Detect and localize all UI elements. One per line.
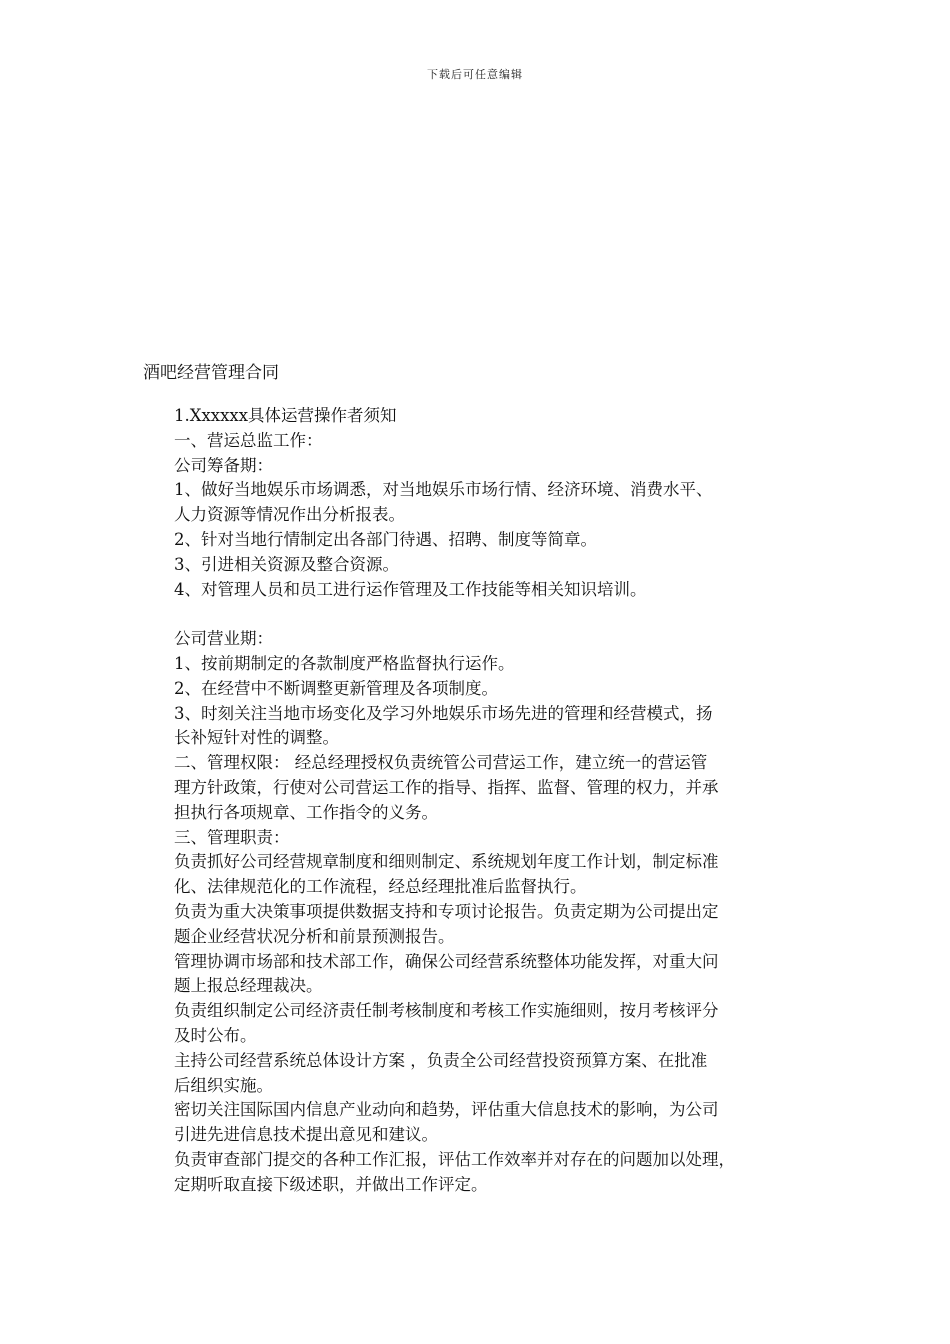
subsection-heading: 公司营业期：	[174, 629, 273, 649]
body-line: 2、针对当地行情制定出各部门待遇、招聘、制度等简章。	[174, 529, 597, 549]
document-title: 酒吧经营管理合同	[143, 363, 279, 383]
body-line: 负责为重大决策事项提供数据支持和专项讨论报告。负责定期为公司提出定	[174, 901, 719, 921]
body-line: 理方针政策，行使对公司营运工作的指导、指挥、监督、管理的权力，并承	[174, 777, 719, 797]
document-body	[174, 404, 814, 1198]
body-line: 题企业经营状况分析和前景预测报告。	[174, 926, 455, 946]
body-line: 1、按前期制定的各款制度严格监督执行运作。	[174, 653, 515, 673]
blank-line	[174, 602, 814, 627]
body-line: 化、法律规范化的工作流程，经总经理批准后监督执行。	[174, 877, 587, 897]
body-line: 负责抓好公司经营规章制度和细则制定、系统规划年度工作计划，制定标准	[174, 852, 719, 872]
header-note: 下载后可任意编辑	[427, 68, 523, 81]
body-line: 及时公布。	[174, 1025, 257, 1045]
body-line: 1.Xxxxxx具体运营操作者须知	[174, 406, 397, 425]
body-line: 后组织实施。	[174, 1075, 273, 1095]
body-line: 引进先进信息技术提出意见和建议。	[174, 1125, 438, 1145]
body-line: 4、对管理人员和员工进行运作管理及工作技能等相关知识培训。	[174, 579, 647, 599]
body-line: 3、时刻关注当地市场变化及学习外地娱乐市场先进的管理和经营模式，扬	[174, 703, 713, 723]
body-line: 定期听取直接下级述职，并做出工作评定。	[174, 1174, 488, 1194]
body-line: 人力资源等情况作出分析报表。	[174, 505, 405, 525]
section-heading: 三、管理职责：	[174, 827, 290, 847]
subsection-heading: 公司筹备期：	[174, 455, 273, 475]
section-heading: 一、营运总监工作：	[174, 430, 323, 450]
body-line: 负责组织制定公司经济责任制考核制度和考核工作实施细则，按月考核评分	[174, 1001, 719, 1021]
body-line: 担执行各项规章、工作指令的义务。	[174, 802, 438, 822]
body-line: 主持公司经营系统总体设计方案 ，负责全公司经营投资预算方案、在批准	[174, 1050, 708, 1070]
body-line: 1、做好当地娱乐市场调悉，对当地娱乐市场行情、经济环境、消费水平、	[174, 480, 713, 500]
body-line: 长补短针对性的调整。	[174, 728, 339, 748]
body-line: 题上报总经理裁决。	[174, 976, 323, 996]
body-line: 管理协调市场部和技术部工作，确保公司经营系统整体功能发挥，对重大问	[174, 951, 719, 971]
body-line: 密切关注国际国内信息产业动向和趋势，评估重大信息技术的影响，为公司	[174, 1100, 719, 1120]
body-line: 2、在经营中不断调整更新管理及各项制度。	[174, 678, 498, 698]
body-line: 3、引进相关资源及整合资源。	[174, 554, 399, 574]
section-heading: 二、管理权限： 经总经理授权负责统管公司营运工作，建立统一的营运管	[174, 753, 708, 773]
body-line: 负责审查部门提交的各种工作汇报，评估工作效率并对存在的问题加以处理，	[174, 1149, 735, 1169]
